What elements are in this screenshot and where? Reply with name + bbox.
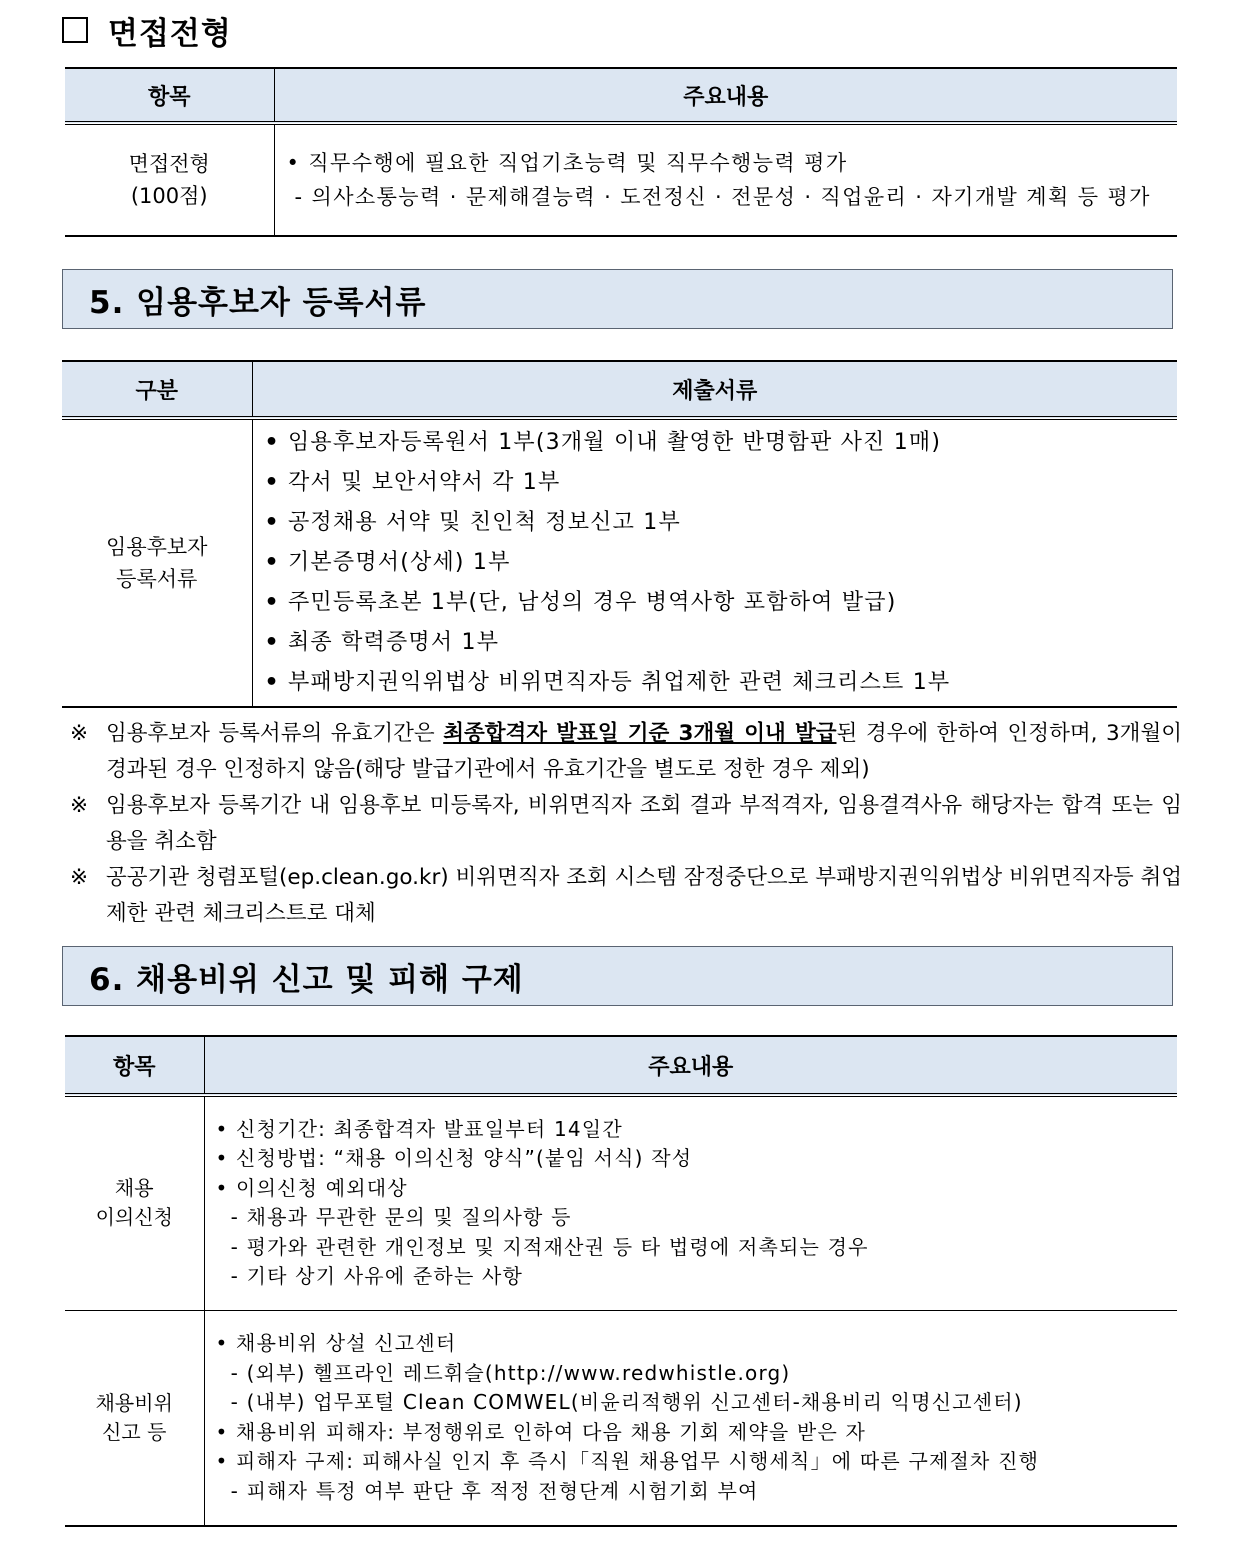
content-line: • 신청기간: 최종합격자 발표일부터 14일간 bbox=[215, 1116, 623, 1141]
objection-row-label bbox=[65, 1095, 204, 1310]
report-row-content bbox=[204, 1310, 1177, 1526]
documents-row-label bbox=[62, 418, 252, 707]
content-line: - 피해자 특정 여부 판단 후 적정 전형단계 시험기회 부여 bbox=[215, 1478, 759, 1503]
note bbox=[70, 860, 1182, 932]
label-line: 신고 등 bbox=[102, 1419, 167, 1444]
content-line: • 신청방법: “채용 이의신청 양식”(붙임 서식) 작성 bbox=[215, 1146, 693, 1171]
bullet: • bbox=[264, 510, 280, 535]
document-item bbox=[265, 583, 1178, 623]
document-text: 각서 및 보안서약서 각 1부 bbox=[287, 470, 561, 495]
note-emphasis: 최종합격자 발표일 기준 3개월 이내 발급 bbox=[443, 721, 837, 746]
interview-row-label bbox=[65, 123, 274, 236]
bullet: • bbox=[264, 550, 280, 575]
content-line: - (내부) 업무포털 Clean COMWEL(비윤리적행위 신고센터-채용비리 익명신고센터) bbox=[215, 1390, 1023, 1415]
label-line: 채용 bbox=[114, 1176, 154, 1201]
document-text: 최종 학력증명서 1부 bbox=[287, 630, 500, 655]
content-line: - (외부) 헬프라인 레드휘슬(http://www.redwhistle.org) bbox=[215, 1360, 791, 1385]
document-item bbox=[265, 423, 1178, 463]
content-line: - 의사소통능력 · 문제해결능력 · 도전정신 · 전문성 · 직업윤리 · 자기개발 계획 등 평가 bbox=[294, 185, 1151, 209]
content-line: - 평가와 관련한 개인정보 및 지적재산권 등 타 법령에 저촉되는 경우 bbox=[215, 1234, 869, 1259]
checkbox-square-icon bbox=[62, 17, 88, 43]
label-line: 면접전형 bbox=[128, 152, 210, 176]
document-item bbox=[265, 463, 1178, 503]
document-item bbox=[265, 623, 1178, 663]
document-text: 공정채용 서약 및 친인척 정보신고 1부 bbox=[287, 510, 681, 535]
content-line: • 채용비위 피해자: 부정행위로 인하여 다음 채용 기회 제약을 받은 자 bbox=[215, 1419, 867, 1444]
header-content: 주요내용 bbox=[204, 1036, 1177, 1095]
content-line: • 피해자 구제: 피해사실 인지 후 즉시「직원 채용업무 시행세칙」에 따른 구제절차 진행 bbox=[215, 1449, 1040, 1474]
objection-row-content bbox=[204, 1095, 1177, 1310]
bullet: • bbox=[264, 430, 280, 455]
document-item bbox=[265, 663, 1178, 703]
document-text: 주민등록초본 1부(단, 남성의 경우 병역사항 포함하여 발급) bbox=[287, 590, 897, 615]
note-text-part: 된 경우에 한하여 인정하며, 3개월이 경과된 경우 인정하지 않음(해당 발급기관에서 유효기간을 별도로 정한 경우 제외) bbox=[106, 721, 1182, 782]
bullet: • bbox=[264, 630, 280, 655]
note bbox=[70, 788, 1182, 860]
report-row-label bbox=[65, 1310, 204, 1526]
note-text: 임용후보자 등록기간 내 임용후보 미등록자, 비위면직자 조회 결과 부적격자, 임용결격사유 해당자는 합격 또는 임용을 취소함 bbox=[106, 793, 1182, 854]
label-line: 임용후보자 bbox=[106, 535, 208, 559]
header-content: 주요내용 bbox=[274, 68, 1177, 123]
content-line: • 이의신청 예외대상 bbox=[215, 1175, 408, 1200]
document-text: 임용후보자등록원서 1부(3개월 이내 촬영한 반명함판 사진 1매) bbox=[287, 430, 942, 455]
header-documents: 제출서류 bbox=[252, 361, 1177, 418]
content-line: - 기타 상기 사유에 준하는 사항 bbox=[215, 1264, 524, 1289]
interview-row-content bbox=[274, 123, 1177, 236]
content-line: • 채용비위 상설 신고센터 bbox=[215, 1331, 457, 1356]
bullet: • bbox=[264, 590, 280, 615]
header-item: 항목 bbox=[65, 1036, 204, 1095]
label-line: 채용비위 bbox=[95, 1390, 173, 1415]
documents-table bbox=[62, 360, 1177, 708]
document-item bbox=[265, 543, 1178, 583]
document-text: 부패방지권익위법상 비위면직자등 취업제한 관련 체크리스트 1부 bbox=[287, 670, 951, 695]
bullet: • bbox=[264, 470, 280, 495]
documents-notes bbox=[70, 716, 1182, 932]
interview-title-text: 면접전형 bbox=[108, 15, 232, 52]
header-category: 구분 bbox=[62, 361, 252, 418]
interview-section-title bbox=[62, 8, 232, 52]
document-item bbox=[265, 503, 1178, 543]
note-text: 공공기관 청렴포털(ep.clean.go.kr) 비위면직자 조회 시스템 잠정중단으로 부패방지권익위법상 비위면직자등 취업제한 관련 체크리스트로 대체 bbox=[106, 865, 1182, 926]
label-line: (100점) bbox=[130, 184, 208, 208]
section6-title bbox=[62, 946, 1173, 1006]
note-text-part: 임용후보자 등록서류의 유효기간은 bbox=[106, 721, 444, 746]
bullet: • bbox=[264, 670, 280, 695]
header-item: 항목 bbox=[65, 68, 274, 123]
reference-mark-icon: ※ bbox=[70, 793, 89, 818]
recourse-table bbox=[65, 1035, 1177, 1527]
label-line: 등록서류 bbox=[116, 567, 198, 591]
documents-list bbox=[252, 418, 1177, 707]
note bbox=[70, 716, 1182, 788]
document-text: 기본증명서(상세) 1부 bbox=[287, 550, 511, 575]
section6-title-text: 6. 채용비위 신고 및 피해 구제 bbox=[89, 961, 524, 998]
section5-title bbox=[62, 269, 1173, 329]
interview-table bbox=[65, 67, 1177, 237]
section5-title-text: 5. 임용후보자 등록서류 bbox=[89, 284, 427, 321]
reference-mark-icon: ※ bbox=[70, 721, 89, 746]
content-line: • 직무수행에 필요한 직업기초능력 및 직무수행능력 평가 bbox=[286, 151, 848, 175]
content-line: - 채용과 무관한 문의 및 질의사항 등 bbox=[215, 1205, 572, 1230]
label-line: 이의신청 bbox=[95, 1205, 173, 1230]
reference-mark-icon: ※ bbox=[70, 865, 89, 890]
note-text bbox=[106, 716, 1182, 788]
